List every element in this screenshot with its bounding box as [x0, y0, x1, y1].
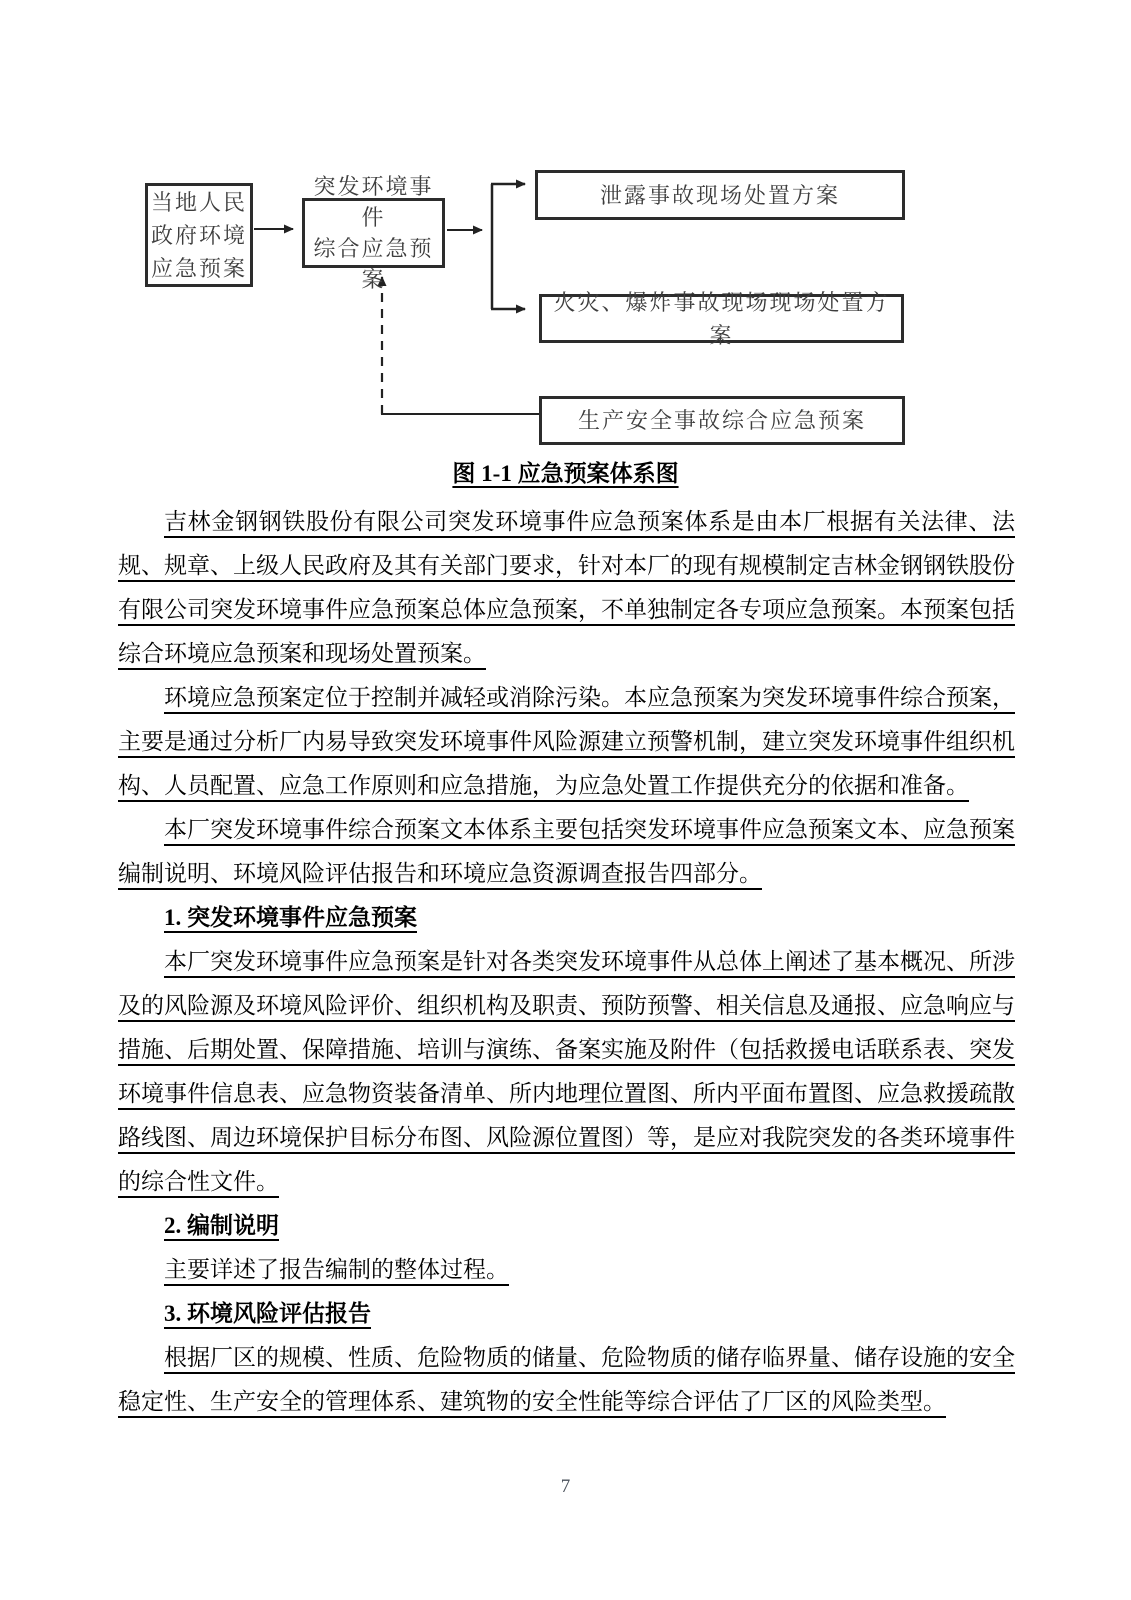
flow-box-production-safety-plan — [539, 396, 905, 445]
flow-box-text-line: 突发环境事件 — [313, 174, 434, 230]
flow-box-text-line: 应急预案 — [150, 255, 247, 281]
flow-box-text-line: 政府环境 — [150, 222, 247, 248]
flow-box-text-line: 生产安全事故综合应急预案 — [577, 408, 866, 433]
flow-box-local-government-plan — [145, 183, 253, 287]
figure-emergency-plan-system — [0, 0, 1131, 470]
paragraph-emergency-plan-detail: 本厂突发环境事件应急预案是针对各类突发环境事件从总体上阐述了基本概况、所涉及的风险源及环境风险评价、组织机构及职责、预防预警、相关信息及通报、应急响应与措施、后期处置、保障措施、培训与演练、备案实施及附件（包括救援电话联系表、突发环境事件信息表、应急物资装备清单、所内地理位置图、所内平面布置图、应急救援疏散路线图、周边环境保护目标分布图、风险源位置图）等，是应对我院突发的各类环境事件的综合性文件。 — [118, 949, 1015, 1194]
flow-box-text-line: 火灾、爆炸事故现场现场处置方案 — [553, 289, 890, 348]
flow-box-text-line: 泄露事故现场处置方案 — [599, 182, 840, 208]
page-number: 7 — [560, 1476, 571, 1497]
paragraph-compilation-notes: 主要详述了报告编制的整体过程。 — [164, 1257, 509, 1282]
paragraph-risk-assessment: 根据厂区的规模、性质、危险物质的储量、危险物质的储存临界量、储存设施的安全稳定性、生产安全的管理体系、建筑物的安全性能等综合评估了厂区的风险类型。 — [118, 1345, 1015, 1414]
document-body — [118, 500, 1015, 1424]
paragraph-text-system: 本厂突发环境事件综合预案文本体系主要包括突发环境事件应急预案文本、应急预案编制说明、环境风险评估报告和环境应急资源调查报告四部分。 — [118, 817, 1015, 886]
section-heading-2-compilation-notes: 2. 编制说明 — [164, 1213, 279, 1238]
flow-box-comprehensive-plan — [302, 174, 445, 292]
paragraph-plan-positioning: 环境应急预案定位于控制并减轻或消除污染。本应急预案为突发环境事件综合预案，主要是通过分析厂内易导致突发环境事件风险源建立预警机制，建立突发环境事件组织机构、人员配置、应急工作原则和应急措施，为应急处置工作提供充分的依据和准备。 — [118, 685, 1015, 798]
flow-box-text-line: 综合应急预案 — [313, 236, 434, 292]
section-heading-3-risk-assessment: 3. 环境风险评估报告 — [164, 1301, 371, 1326]
flow-box-leak-accident-plan — [535, 170, 905, 220]
flow-box-text-line: 当地人民 — [150, 189, 247, 215]
paragraph-plan-system: 吉林金钢钢铁股份有限公司突发环境事件应急预案体系是由本厂根据有关法律、法规、规章、上级人民政府及其有关部门要求，针对本厂的现有规模制定吉林金钢钢铁股份有限公司突发环境事件应急预案总体应急预案，不单独制定各专项应急预案。本预案包括综合环境应急预案和现场处置预案。 — [118, 509, 1015, 666]
flow-box-fire-explosion-plan — [539, 289, 904, 348]
figure-caption: 图 1-1 应急预案体系图 — [452, 461, 679, 486]
section-heading-1-emergency-plan: 1. 突发环境事件应急预案 — [164, 905, 417, 930]
